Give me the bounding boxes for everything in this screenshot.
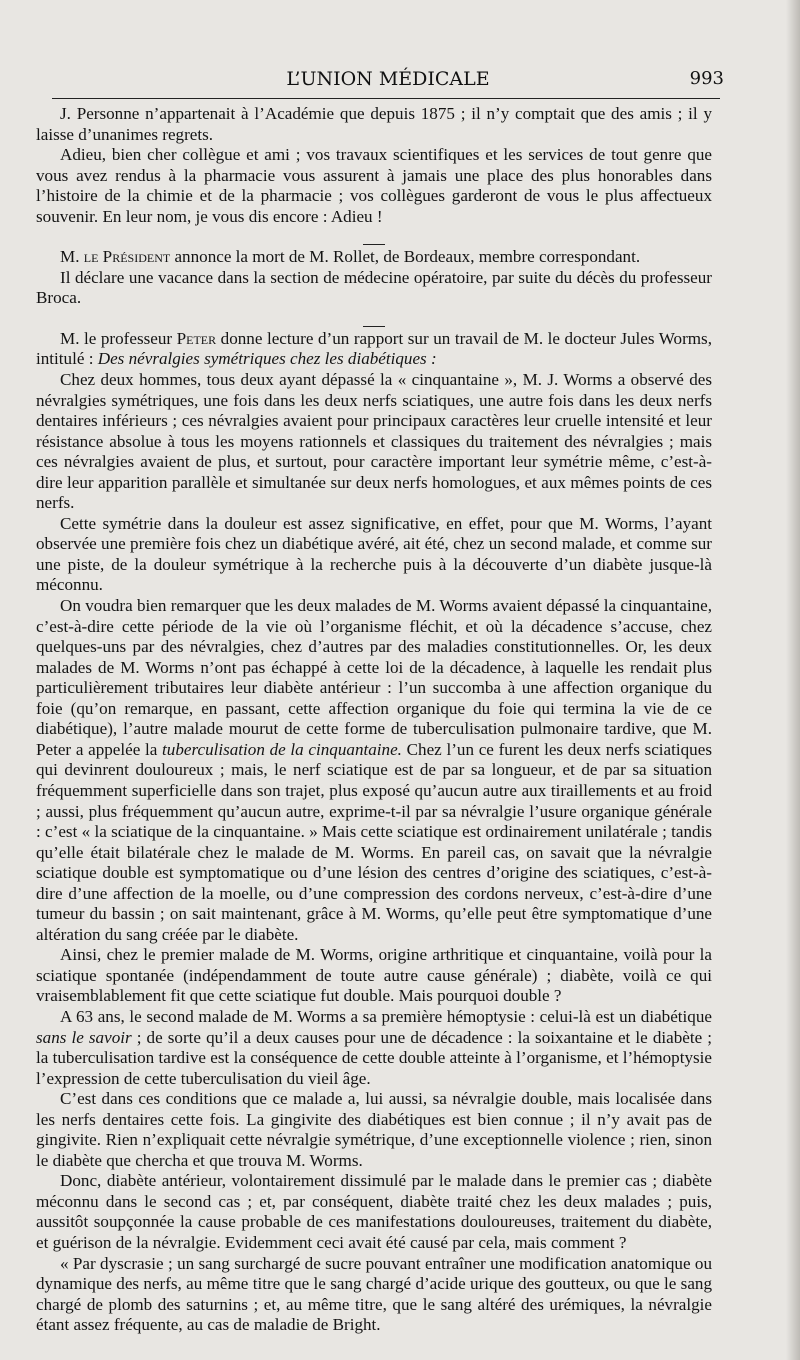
paragraph-12: Donc, diabète antérieur, volontairement dissimulé par le malade dans le premier cas ; diabète méconnu dans le second cas ; et, par conséquent, diabète traité chez les deux malades ; puis, aussitôt soupçonnée la cause probable de ces manifestations douloureuses, traitement du diabète, et guérison de la névralgie. Evidemment ceci avait été causé par cela, mais comment ? xyxy=(36,1171,712,1252)
reporter-name: Peter xyxy=(176,328,217,348)
paragraph-president-start: M. xyxy=(60,247,84,267)
page-header xyxy=(52,66,724,98)
report-intro-start: M. le professeur xyxy=(60,328,177,348)
paragraph-10 xyxy=(36,1007,712,1089)
section-separator xyxy=(36,233,712,243)
paragraph-10-part-a: A 63 ans, le second malade de M. Worms a sa première hémoptysie : celui-là est un diabétique xyxy=(60,1006,712,1026)
paragraph-report-intro xyxy=(36,329,712,370)
paragraph-6: Chez deux hommes, tous deux ayant dépassé la « cinquantaine », M. J. Worms a observé des névralgies symétriques, une fois dans les deux nerfs sciatiques, une autre fois dans les deux nerfs dentaires inférieurs ; ces névralgies avaient pour principaux caractères leur cruelle intensité et leur résistance absolue à tous les moyens rationnels et classiques du traitement des névralgies ; mais ces névralgies avaient de plus, et surtout, pour caractère important leur symétrie même, c’est-à-dire leur apparition parallèle et simultanée sur deux nerfs homologues, et aux mêmes points de ces nerfs. xyxy=(36,370,712,513)
paragraph-8 xyxy=(36,596,712,945)
paragraph-8-part-a: On voudra bien remarquer que les deux malades de M. Worms avaient dépassé la cinquantaine, c’est-à-dire cette période de la vie où l’organisme fléchit, et où la décadence s’accuse, chez quelques-uns par des névralgies, chez d’autres par des maladies constitutionnelles. Or, les deux malades de M. Worms n’ont pas échappé à cette loi de la décadence, à laquelle les rendait plus particulièrement tributaires leur diabète antérieur : l’un succomba à une affection organique du foie (qu’on remarque, en passant, cette affection organique du foie qui termina la vie de ce diabétique), l’autre malade mourut de cette forme de tuberculisation pulmonaire tardive, que M. Peter a appelée la xyxy=(36,596,712,759)
paragraph-8-part-b: Chez l’un ce furent les deux nerfs sciatiques qui devinrent douloureux ; mais, le nerf sciatique est de par sa longueur, et de par sa situation fréquemment superficielle dans son trajet, plus exposé qu’aucun autre aux tiraillements et au froid ; aussi, plus fréquemment qu’aucun autre, exprime-t-il par sa névralgie l’usure organique générale : c’est « la sciatique de la cinquantaine. » Mais cette sciatique est ordinairement unilatérale ; tandis qu’elle était bilatérale chez le malade de M. Worms. En pareil cas, on savait que la névralgie sciatique double est symptomatique ou d’une lésion des centres d’origine des sciatiques, c’est-à-dire d’une affection de la moelle, ou d’une compression des cordons nerveux, c’est-à-dire d’une tumeur du bassin ; on sait maintenant, grâce à M. Worms, qu’elle peut être symptomatique d’une altération du sang créée par le diabète. xyxy=(36,739,712,944)
page-number: 993 xyxy=(689,68,724,89)
paragraph-1: J. Personne n’appartenait à l’Académie que depuis 1875 ; il n’y comptait que des amis ; il y laisse d’unanimes regrets. xyxy=(36,104,712,144)
paragraph-vacancy: Il déclare une vacance dans la section de médecine opératoire, par suite du décès du professeur Broca. xyxy=(36,267,712,308)
paragraph-2: Adieu, bien cher collègue et ami ; vos travaux scientifiques et les services de tout genre que vous avez rendus à la pharmacie vous assurent à jamais une place des plus honorables dans l’histoire de la chimie et de la pharmacie ; vos collègues garderont de vous le plus affectueux souvenir. En leur nom, je vous dis encore : Adieu ! xyxy=(36,145,712,226)
paragraph-president-rest: annonce la mort de M. Rollet, de Bordeaux, membre correspondant. xyxy=(170,247,641,267)
report-intro-mid: donne lecture d’un rapport sur un travail de M. le docteur Jules Worms, intitulé : xyxy=(36,328,712,369)
paragraph-9: Ainsi, chez le premier malade de M. Worms, origine arthritique et cinquantaine, voilà pour la sciatique spontanée (indépendamment de toute autre cause générale) ; diabète, voilà ce qui vraisemblablement fit que cette sciatique fut double. Mais pourquoi double ? xyxy=(36,945,712,1006)
paragraph-13: « Par dyscrasie ; un sang surchargé de sucre pouvant entraîner une modification anatomique ou dynamique des nerfs, au même titre que le sang chargé d’acide urique des goutteux, ou que le sang chargé de plomb des saturnins ; et, au même titre, que le sang altéré des urémiques, la névralgie étant assez fréquente, au cas de maladie de Bright. xyxy=(36,1253,712,1335)
paragraph-president xyxy=(36,247,712,268)
president-title: le Président xyxy=(83,247,171,267)
paragraph-10-italic: sans le savoir xyxy=(36,1027,132,1047)
report-title: Des névralgies symétriques chez les diabétiques : xyxy=(97,349,437,369)
running-title: L’UNION MÉDICALE xyxy=(286,68,490,90)
section-separator xyxy=(36,315,712,325)
paragraph-7: Cette symétrie dans la douleur est assez significative, en effet, pour que M. Worms, l’ayant observée une première fois chez un diabétique avéré, ait été, chez un second malade, et comme sur une piste, de la douleur symétrique à la recherche puis à la découverte d’un diabète jusque-là méconnu. xyxy=(36,513,712,595)
paragraph-10-part-b: ; de sorte qu’il a deux causes pour une de décadence : la soixantaine et le diabète ; la tuberculisation tardive est la conséquence de cette double atteinte à l’organisme, et l’hémoptysie l’expression de cette tuberculisation du vieil âge. xyxy=(36,1027,713,1088)
paragraph-11: C’est dans ces conditions que ce malade a, lui aussi, sa névralgie double, mais localisée dans les nerfs dentaires cette fois. La gingivite des diabétiques est bien connue ; il n’y avait pas de gingivite. Rien n’expliquait cette névralgie symétrique, d’une exceptionnelle violence ; rien, sinon le diabète que chercha et que trouva M. Worms. xyxy=(36,1089,712,1170)
paragraph-8-italic: tuberculisation de la cinquantaine. xyxy=(162,739,402,759)
header-rule xyxy=(52,98,720,99)
body-text xyxy=(36,104,712,1336)
